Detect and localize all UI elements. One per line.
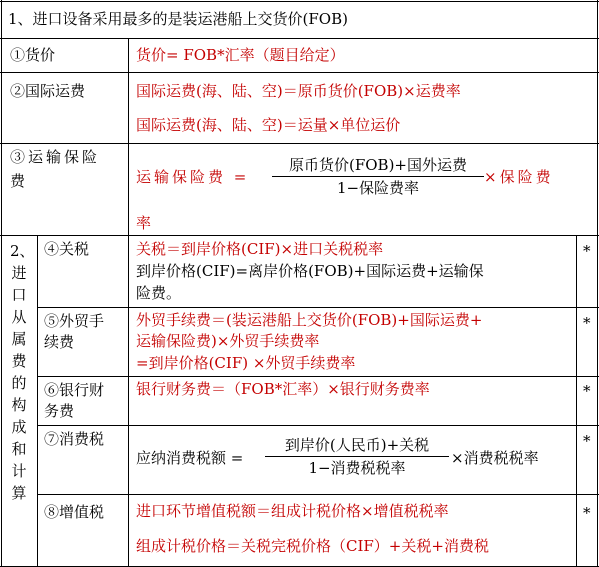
rule	[0, 72, 599, 73]
fraction-numerator: 原币货价(FOB)+国外运费	[288, 156, 467, 174]
formula-goods-price: 货价= FOB*汇率（题目给定）	[136, 46, 345, 64]
row-label-bank-fee: ⑥银行财	[44, 381, 105, 399]
row-label-trade-fee: ⑤外贸手	[44, 312, 105, 330]
formula-insurance-rhs-cont: 率	[136, 214, 152, 232]
rule	[0, 38, 599, 39]
fraction-bar	[272, 176, 484, 177]
rule	[37, 376, 599, 377]
row-label-trade-fee-cont: 续费	[44, 333, 75, 351]
formula-trade-fee-3: =到岸价格(CIF) ×外贸手续费率	[136, 354, 356, 372]
row-label-insurance-cont: 费	[10, 172, 26, 190]
star-mark: *	[583, 242, 591, 260]
rule	[597, 0, 598, 567]
formula-tariff-3: 险费。	[136, 284, 182, 302]
formula-insurance-lhs: 运输保险费 =	[136, 168, 250, 186]
fraction-bar	[265, 456, 449, 457]
formula-insurance-rhs: ×保险费	[484, 168, 554, 186]
rule	[1, 0, 2, 567]
rule	[0, 235, 599, 236]
fraction-consumption	[265, 436, 449, 477]
group-label-import-fees: 2、进口从属费的构成和计算	[10, 242, 35, 502]
row-label-vat: ⑧增值税	[44, 503, 105, 521]
rule	[37, 494, 599, 495]
formula-trade-fee-2: 运输保险费)×外贸手续费率	[136, 332, 320, 350]
formula-tariff-2: 到岸价格(CIF)=离岸价格(FOB)+国际运费+运输保	[136, 262, 484, 280]
formula-consumption-lhs: 应纳消费税额 =	[136, 449, 244, 467]
formula-freight-2: 国际运费(海、陆、空)＝运量×单位运价	[136, 116, 401, 134]
rule	[0, 143, 599, 144]
formula-freight-1: 国际运费(海、陆、空)＝原币货价(FOB)×运费率	[136, 82, 461, 100]
page-title: 1、进口设备采用最多的是装运港船上交货价(FOB)	[8, 10, 348, 28]
rule	[128, 38, 129, 567]
rule	[37, 235, 38, 567]
formula-consumption-rhs: ×消费税税率	[451, 449, 539, 467]
row-label-bank-fee-cont: 务费	[44, 402, 75, 420]
row-label-insurance: ③运输保险	[10, 148, 101, 166]
rule	[576, 235, 577, 567]
star-mark: *	[583, 314, 591, 332]
row-label-tariff: ④关税	[44, 240, 90, 258]
star-mark: *	[583, 382, 591, 400]
rule	[0, 1, 599, 2]
formula-tariff-1: 关税＝到岸价格(CIF)×进口关税税率	[136, 240, 384, 258]
star-mark: *	[583, 504, 591, 522]
fraction-insurance	[272, 156, 484, 197]
row-label-consumption-tax: ⑦消费税	[44, 430, 105, 448]
rule	[37, 307, 599, 308]
formula-vat-1: 进口环节增值税额＝组成计税价格×增值税税率	[136, 502, 449, 520]
formula-trade-fee-1: 外贸手续费＝(装运港船上交货价(FOB)+国际运费+	[136, 311, 483, 329]
row-label-goods-price: ①货价	[10, 46, 56, 64]
formula-bank-fee: 银行财务费＝（FOB*汇率）×银行财务费率	[136, 380, 430, 398]
fraction-numerator: 到岸价(人民币)+关税	[284, 436, 430, 454]
row-label-international-freight: ②国际运费	[10, 82, 86, 100]
fraction-denominator: 1−消费税税率	[308, 459, 406, 477]
fraction-denominator: 1−保险费率	[336, 179, 420, 197]
star-mark: *	[583, 432, 591, 450]
formula-vat-2: 组成计税价格＝关税完税价格（CIF）+关税+消费税	[136, 537, 489, 555]
rule	[37, 425, 599, 426]
